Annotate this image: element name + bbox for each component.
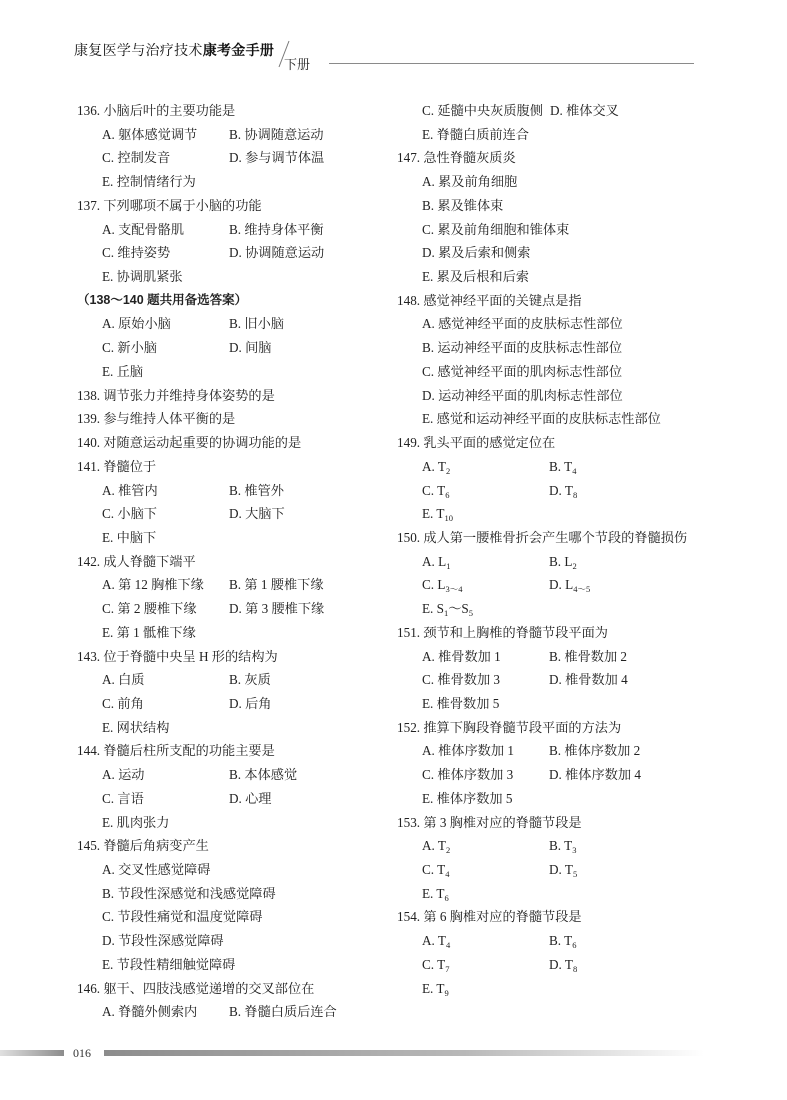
option-row [77, 479, 397, 503]
option-row [397, 407, 717, 431]
option-text [102, 933, 224, 948]
question-stem: 146. 躯干、四肢浅感觉递增的交叉部位在 [77, 980, 315, 996]
option-label: D. 大脑下 [229, 506, 285, 522]
option-label: D. 运动神经平面的肌肉标志性部位 [422, 387, 623, 403]
option-row [77, 811, 397, 835]
option-row [397, 550, 717, 574]
option-label: E. 控制情绪行为 [102, 174, 196, 190]
option-row [397, 502, 717, 526]
option-label: B. 运动神经平面的皮肤标志性部位 [422, 340, 623, 356]
option-subscript: 5 [572, 869, 578, 879]
option-text [549, 739, 640, 763]
option-text [422, 862, 449, 877]
option-label: D. 心理 [229, 790, 272, 806]
option-row [397, 739, 717, 763]
option-text [422, 388, 623, 403]
option-label: E. 丘脑 [102, 363, 144, 379]
page-header [74, 38, 714, 78]
option-text [102, 340, 157, 355]
option-row [397, 479, 717, 503]
option-text [422, 174, 517, 189]
option-subscript: 6 [445, 489, 450, 500]
option-row [397, 882, 717, 906]
option-text [549, 668, 628, 692]
header-rule [329, 63, 694, 64]
option-label: A. 椎体序数加 1 [422, 743, 514, 759]
option-label: B. 本体感觉 [229, 767, 298, 783]
option-text [102, 886, 276, 901]
right-column [397, 99, 717, 1000]
option-label: E. S [422, 601, 444, 617]
option-label: B. 维持身体平衡 [229, 221, 324, 237]
option-text [422, 411, 661, 426]
option-row [77, 265, 397, 289]
page-number: 016 [73, 1046, 91, 1060]
option-row [77, 312, 397, 336]
option-label: A. 脊髓外侧索内 [102, 1004, 198, 1020]
option-text [229, 241, 324, 265]
option-label: A. T [422, 838, 446, 854]
option-subscript: 7 [445, 963, 450, 974]
question-stem: 143. 位于脊髓中央呈 H 形的结构为 [77, 648, 278, 664]
option-label: D. 后角 [229, 695, 272, 711]
option-text [229, 218, 324, 242]
question-stem: 153. 第 3 胸椎对应的脊髓节段是 [397, 814, 582, 830]
option-text [229, 597, 324, 621]
option-row [397, 834, 717, 858]
option-label: E. 累及后根和后索 [422, 269, 529, 285]
option-label: B. 椎体序数加 2 [549, 743, 641, 759]
option-text [229, 692, 272, 716]
option-label: B. T [549, 838, 573, 854]
option-subscript: 5 [468, 608, 474, 619]
option-label: E. T [422, 885, 445, 901]
option-label: D. 节段性深感觉障碍 [102, 933, 224, 949]
option-text [422, 696, 499, 711]
question-stem: 137. 下列哪项不属于小脑的功能 [77, 197, 262, 213]
option-row [77, 336, 397, 360]
option-label: B. 灰质 [229, 672, 271, 688]
option-text [549, 858, 577, 882]
option-text [102, 174, 196, 189]
option-label: E. 脊髓白质前连合 [422, 126, 529, 142]
option-label: A. 白质 [102, 672, 145, 688]
option-text [229, 146, 324, 170]
option-row [397, 763, 717, 787]
option-subscript: 9 [444, 987, 449, 998]
option-label: C. 感觉神经平面的肌肉标志性部位 [422, 363, 623, 379]
option-text [549, 573, 590, 597]
option-subscript: 1 [443, 608, 449, 619]
book-title-prefix: 康复医学与治疗技术 [74, 43, 203, 59]
option-subscript: 8 [572, 489, 578, 500]
option-row [77, 858, 397, 882]
option-row [77, 905, 397, 929]
option-row [397, 645, 717, 669]
option-label: C. 延髓中央灰质腹侧 [422, 103, 543, 118]
question-stem: 151. 颈节和上胸椎的脊髓节段平面为 [397, 624, 608, 640]
option-row [397, 573, 717, 597]
question-stem: 147. 急性脊髓灰质炎 [397, 150, 516, 166]
option-row [77, 882, 397, 906]
option-label: C. T [422, 862, 446, 877]
option-label: A. 支配骨骼肌 [102, 221, 185, 237]
option-subscript: 4 [445, 869, 450, 879]
option-label: B. L [549, 553, 573, 569]
option-label: D. 参与调节体温 [229, 150, 325, 166]
option-text [422, 672, 500, 687]
option-row [397, 953, 717, 977]
option-subscript: 4～5 [573, 584, 591, 595]
option-label: E. 椎骨数加 5 [422, 695, 500, 711]
option-text [422, 127, 529, 142]
option-text [549, 550, 577, 574]
option-label: E. 网状结构 [102, 719, 170, 735]
option-label: D. L [549, 577, 574, 593]
shared-options-note: （138～140 题共用备选答案） [77, 292, 248, 307]
option-text [549, 953, 577, 977]
question-stem: 141. 脊髓位于 [77, 458, 157, 474]
question-stem: 140. 对随意运动起重要的协调功能的是 [77, 435, 302, 451]
option-subscript: 3 [572, 845, 577, 856]
option-label: E. 第 1 骶椎下缘 [102, 624, 196, 640]
option-text [422, 577, 463, 595]
option-subscript: 2 [572, 560, 577, 571]
option-row [397, 384, 717, 408]
option-row [77, 360, 397, 384]
option-text [102, 957, 235, 972]
option-label: D. 椎体序数加 4 [549, 767, 641, 783]
option-subscript: 4 [445, 940, 451, 951]
option-text [422, 743, 514, 758]
option-text [422, 791, 512, 806]
footer-bar-right [104, 1050, 704, 1056]
option-text [229, 312, 284, 336]
option-label: B. 节段性深感觉和浅感觉障碍 [102, 885, 276, 901]
footer-bar-left [0, 1050, 64, 1056]
option-text [229, 502, 285, 526]
option-text [102, 696, 144, 711]
option-text [550, 99, 619, 123]
option-label: C. 维持姿势 [102, 245, 171, 261]
question-stem: 142. 成人脊髓下端平 [77, 553, 196, 569]
question-stem: 139. 参与维持人体平衡的是 [77, 411, 236, 427]
option-text [422, 222, 569, 237]
option-text [422, 649, 501, 664]
option-row [77, 953, 397, 977]
option-label: B. 协调随意运动 [229, 126, 324, 142]
option-row [397, 336, 717, 360]
option-label: E. T [422, 980, 445, 996]
option-label: C. 第 2 腰椎下缘 [102, 601, 197, 617]
option-row [397, 692, 717, 716]
option-label: B. 椎骨数加 2 [549, 648, 628, 664]
option-text [549, 929, 576, 953]
option-label: C. T [422, 482, 446, 498]
question-stem: 149. 乳头平面的感觉定位在 [397, 435, 556, 451]
option-subscript: 4 [572, 465, 577, 476]
option-row [77, 692, 397, 716]
option-text [229, 787, 272, 811]
option-subscript: 3～4 [445, 584, 463, 595]
option-text [422, 933, 451, 951]
option-row [397, 265, 717, 289]
option-text [102, 1004, 197, 1019]
option-text [549, 455, 576, 479]
option-label: E. 感觉和运动神经平面的皮肤标志性部位 [422, 411, 661, 427]
option-text [422, 838, 451, 856]
option-row [77, 573, 397, 597]
option-label: A. 原始小脑 [102, 316, 171, 332]
option-row [397, 597, 717, 621]
option-text [102, 767, 145, 782]
option-row [77, 716, 397, 740]
option-label: C. 新小脑 [102, 340, 157, 356]
option-row [397, 312, 717, 336]
option-label: E. 椎体序数加 5 [422, 790, 513, 806]
option-text [102, 245, 170, 260]
volume-label: 下册 [284, 58, 311, 73]
option-row [77, 597, 397, 621]
option-label: E. T [422, 506, 445, 522]
option-text [422, 554, 450, 569]
option-text [549, 834, 576, 858]
option-label: D. 累及后索和侧索 [422, 245, 531, 261]
option-text [229, 1000, 337, 1024]
option-text [229, 336, 272, 360]
option-row [397, 787, 717, 811]
option-label: A. 躯体感觉调节 [102, 126, 198, 142]
option-subscript: 2 [445, 845, 451, 856]
option-subscript: 1 [446, 560, 451, 571]
option-label: C. 小脑下 [102, 506, 157, 522]
option-row [397, 123, 717, 147]
question-stem: 148. 感觉神经平面的关键点是指 [397, 292, 582, 308]
option-text [102, 862, 210, 877]
option-text [422, 767, 513, 782]
option-text [422, 957, 449, 972]
option-text [102, 577, 204, 592]
option-text [422, 340, 622, 355]
option-row [77, 123, 397, 147]
option-text [102, 672, 145, 687]
option-label: A. 交叉性感觉障碍 [102, 862, 211, 877]
option-text [102, 791, 144, 806]
option-text [229, 668, 271, 692]
option-row [397, 360, 717, 384]
option-row [77, 146, 397, 170]
option-text [229, 123, 324, 147]
option-text [422, 198, 503, 213]
option-label: C. 前角 [102, 695, 144, 711]
option-label: B. T [549, 458, 573, 474]
question-stem: 154. 第 6 胸椎对应的脊髓节段是 [397, 909, 582, 925]
option-text [102, 222, 184, 237]
option-text [102, 530, 156, 545]
option-text [422, 506, 453, 524]
option-label: E. 肌肉张力 [102, 814, 170, 830]
option-label: E. 协调肌紧张 [102, 269, 183, 285]
option-label: B. 旧小脑 [229, 316, 284, 332]
option-text [102, 483, 158, 498]
page-footer [0, 1046, 787, 1062]
option-text [229, 479, 284, 503]
option-subscript: 6 [444, 892, 449, 903]
option-text [102, 127, 197, 142]
option-text [102, 364, 143, 379]
option-row [77, 1000, 397, 1024]
option-label: A. L [422, 553, 447, 569]
option-label: D. 椎骨数加 4 [549, 672, 628, 688]
option-row [397, 194, 717, 218]
option-row [397, 668, 717, 692]
option-label: C. 累及前角细胞和锥体束 [422, 221, 570, 237]
option-row [397, 99, 717, 123]
option-row [77, 218, 397, 242]
option-text [422, 364, 622, 379]
option-text [422, 483, 449, 498]
option-label: A. 累及前角细胞 [422, 174, 518, 190]
option-label: D. T [549, 482, 573, 498]
option-subscript: 2 [445, 465, 451, 476]
option-row [77, 241, 397, 265]
option-label: A. 感觉神经平面的皮肤标志性部位 [422, 316, 623, 332]
option-text [102, 269, 183, 284]
question-stem: 152. 推算下胸段脊髓节段平面的方法为 [397, 719, 622, 735]
option-row [397, 858, 717, 882]
option-label: A. 第 12 胸椎下缘 [102, 577, 204, 593]
option-row [77, 170, 397, 194]
option-subscript: 6 [572, 940, 577, 951]
left-column [77, 99, 397, 1024]
question-stem: 138. 调节张力并维持身体姿势的是 [77, 387, 275, 403]
option-row [397, 241, 717, 265]
option-text [422, 245, 530, 260]
option-label: E. 节段性精细触觉障碍 [102, 956, 236, 972]
option-text [102, 316, 171, 331]
option-label: A. 运动 [102, 767, 145, 783]
option-label: B. 椎管外 [229, 482, 284, 498]
option-label: B. 第 1 腰椎下缘 [229, 577, 324, 593]
option-text [549, 763, 641, 787]
option-subscript: 8 [572, 963, 578, 974]
question-stem: 144. 脊髓后柱所支配的功能主要是 [77, 743, 275, 759]
option-label: E. 中脑下 [102, 529, 157, 545]
option-label: C. T [422, 956, 446, 972]
option-label: D. T [549, 862, 573, 877]
option-text [549, 479, 577, 503]
option-subscript: 10 [444, 513, 453, 524]
option-label: C. 节段性痛觉和温度觉障碍 [102, 909, 263, 925]
option-row [77, 787, 397, 811]
option-label: A. 椎管内 [102, 482, 158, 498]
option-row [77, 929, 397, 953]
option-text [229, 763, 297, 787]
option-row [77, 621, 397, 645]
option-row [77, 502, 397, 526]
question-stem: 136. 小脑后叶的主要功能是 [77, 103, 236, 118]
option-label: C. 言语 [102, 790, 144, 806]
option-text [422, 981, 449, 996]
option-text [422, 316, 623, 331]
book-title [74, 40, 274, 60]
option-row [77, 526, 397, 550]
option-label: A. 椎骨数加 1 [422, 648, 501, 664]
option-text [102, 625, 196, 640]
option-label: A. T [422, 458, 446, 474]
option-label: D. 间脑 [229, 340, 272, 356]
option-label: B. 脊髓白质后连合 [229, 1004, 337, 1020]
option-text [422, 269, 529, 284]
book-title-bold: 康考金手册 [202, 43, 275, 59]
option-text [102, 150, 170, 165]
option-row [77, 763, 397, 787]
option-row [397, 218, 717, 242]
option-text [422, 103, 543, 118]
option-row [397, 170, 717, 194]
option-row [397, 929, 717, 953]
option-text [549, 645, 627, 669]
option-label: B. T [549, 933, 573, 949]
option-text [102, 720, 169, 735]
option-text [422, 459, 450, 474]
option-text [102, 815, 169, 830]
option-label: C. 控制发音 [102, 150, 171, 166]
option-label: C. 椎体序数加 3 [422, 767, 514, 783]
option-label: D. T [549, 956, 573, 972]
question-stem: 145. 脊髓后角病变产生 [77, 838, 209, 854]
option-label: C. L [422, 577, 446, 593]
option-label: D. 第 3 腰椎下缘 [229, 601, 325, 617]
option-text [422, 601, 474, 619]
option-label: B. 累及锥体束 [422, 197, 504, 213]
option-label: D. 协调随意运动 [229, 245, 325, 261]
option-text [102, 601, 197, 616]
option-row [397, 977, 717, 1001]
option-row [77, 668, 397, 692]
option-text [102, 909, 262, 924]
option-label-cont: ～S [448, 601, 469, 617]
option-text [102, 506, 157, 521]
option-text [422, 886, 449, 901]
option-label: A. T [422, 933, 446, 949]
option-label: D. 椎体交叉 [550, 103, 619, 118]
option-label: C. 椎骨数加 3 [422, 672, 501, 688]
question-stem: 150. 成人第一腰椎骨折会产生哪个节段的脊髓损伤 [397, 529, 688, 545]
option-text [229, 573, 324, 597]
option-row [397, 455, 717, 479]
